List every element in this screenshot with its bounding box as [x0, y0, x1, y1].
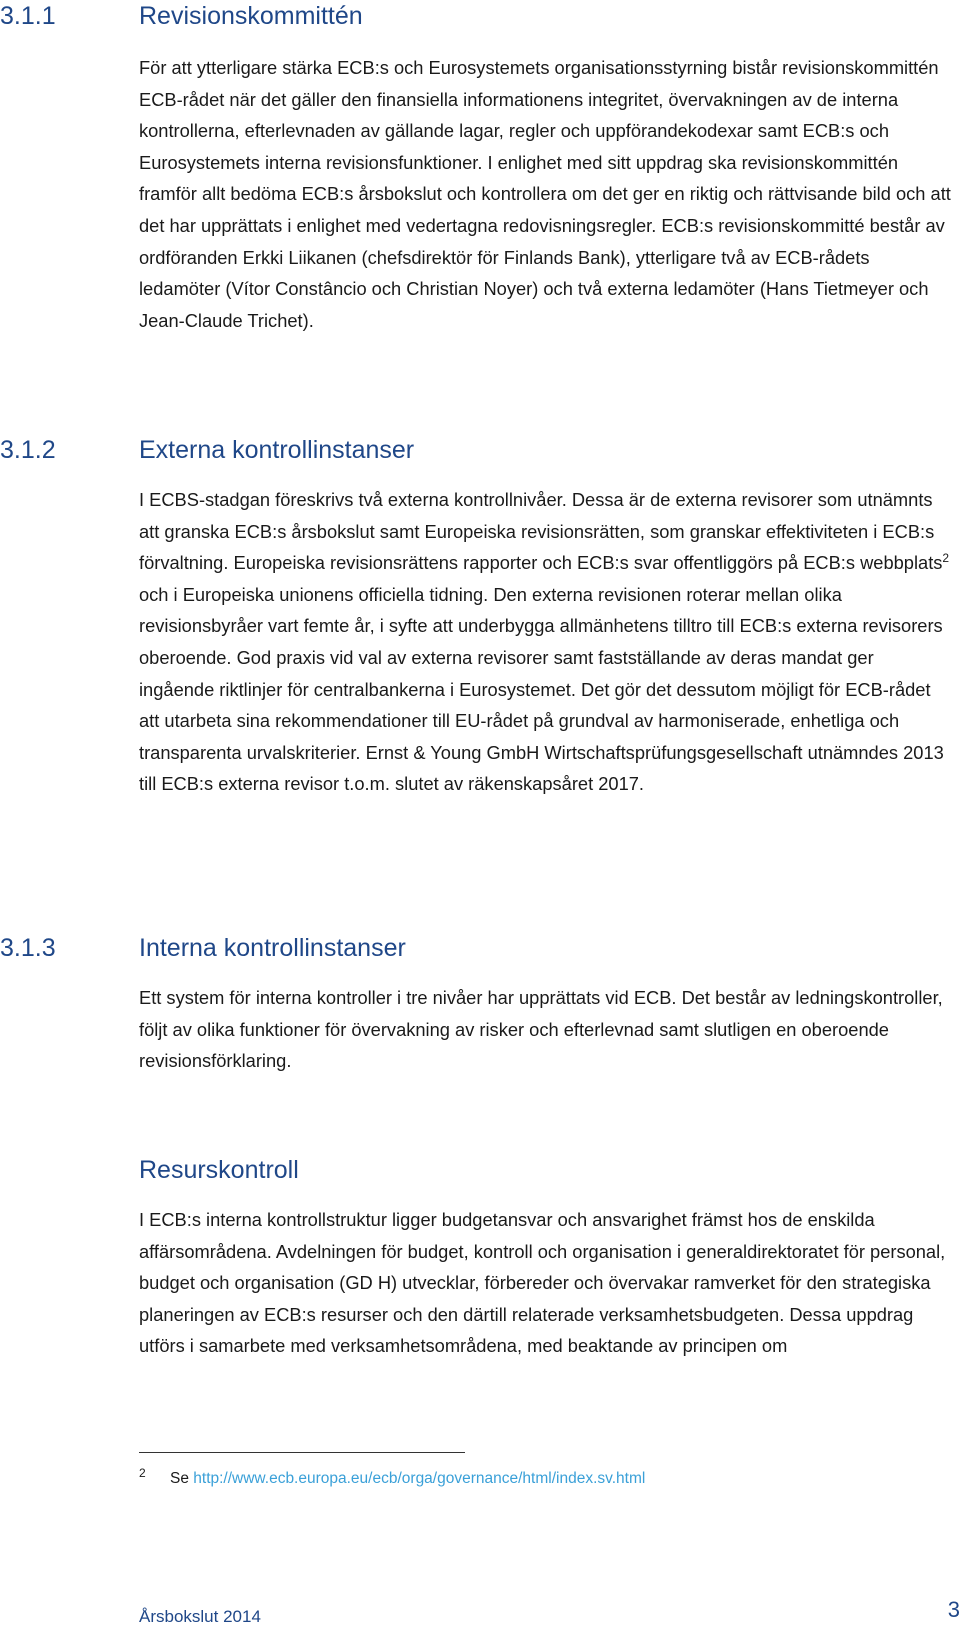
- section-externa-kontrollinstanser: [0, 434, 960, 795]
- section-number: 3.1.3: [0, 934, 56, 962]
- section-paragraph: [139, 484, 951, 800]
- section-interna-kontrollinstanser: [0, 932, 960, 1072]
- footnote-link[interactable]: http://www.ecb.europa.eu/ecb/orga/governance/html/index.sv.html: [193, 1470, 646, 1487]
- section-title: Externa kontrollinstanser: [139, 436, 415, 464]
- section-paragraph: Ett system för interna kontroller i tre nivåer har upprättats vid ECB. Det består av ledningskontroller, följt av olika funktioner för övervakning av risker och efterlevnad samt slutligen en oberoende revisionsförklaring.: [139, 987, 943, 1072]
- page-number: 3: [947, 1597, 960, 1622]
- section-title: Revisionskommittén: [139, 2, 363, 30]
- footnote-divider: [139, 1452, 465, 1453]
- section-revisionskommitten: [0, 0, 960, 331]
- subsection-paragraph: I ECB:s interna kontrollstruktur ligger budgetansvar och ansvarighet främst hos de enskilda affärsområdena. Avdelningen för budget, kontroll och organisation i generaldirektoratet för personal, budget och organisation (GD H) utvecklar, förbereder och övervakar ramverket för den strategiska planeringen av ECB:s resurser och den därtill relaterade verksamhetsbudgeten. Dessa uppdrag utförs i samarbete med verksamhetsområdena, med beaktande av principen om: [139, 1209, 946, 1357]
- paragraph-text-end: och i Europeiska unionens officiella tidning. Den externa revisionen roterar mellan olika revisionsbyråer vart femte år, i syfte att underbygga allmänhetens tilltro till ECB:s externa revisorers oberoende. God praxis vid val av externa revisorer samt fastställande av deras mandat ger ingående riktlinjer för centralbankerna i Eurosystemet. Det gör det dessutom möjligt för ECB-rådet att utarbeta sina rekommendationer till EU-rådet på grundval av harmoniserade, enhetliga och transparenta urvalskriterier. Ernst & Young GmbH Wirtschaftsprüfungsgesellschaft utnämndes 2013 till ECB:s externa revisor t.o.m. slutet av räkenskapsåret 2017.: [139, 583, 944, 795]
- subsection-title: Resurskontroll: [139, 1156, 299, 1184]
- section-paragraph: För att ytterligare stärka ECB:s och Eurosystemets organisationsstyrning bistår revisionskommittén ECB-rådet när det gäller den finansiella informationens integritet, övervakningen av de interna kontrollerna, efterlevnaden av gällande lagar, regler och uppförandekodexar samt ECB:s och Eurosystemets interna revisionsfunktioner. I enlighet med sitt uppdrag ska revisionskommittén framför allt bedöma ECB:s årsbokslut och kontrollera om det ger en riktig och rättvisande bild och att det har upprättats i enlighet med vedertagna redovisningsregler. ECB:s revisionskommitté består av ordföranden Erkki Liikanen (chefsdirektör för Finlands Bank), ytterligare två av ECB-rådets ledamöter (Vítor Constâncio och Christian Noyer) och två externa ledamöter (Hans Tietmeyer och Jean-Claude Trichet).: [139, 57, 951, 331]
- paragraph-text-start: I ECBS-stadgan föreskrivs två externa kontrollnivåer. Dessa är de externa revisorer som utnämnts att granska ECB:s årsbokslut samt Europeiska revisionsrätten, som granskar effektiviteten i ECB:s förvaltning. Europeiska revisionsrättens rapporter och ECB:s svar offentliggörs på ECB:s webbplats: [139, 489, 943, 574]
- footnote-prefix: Se: [170, 1470, 194, 1487]
- footnote-mark: 2: [139, 1466, 146, 1480]
- section-heading: [0, 434, 960, 470]
- footer-label: Årsbokslut 2014: [139, 1607, 261, 1626]
- section-number: 3.1.1: [0, 2, 56, 30]
- section-title: Interna kontrollinstanser: [139, 934, 406, 962]
- section-number: 3.1.2: [0, 436, 56, 464]
- section-heading: [0, 932, 960, 968]
- footnote: [139, 1464, 951, 1494]
- footnote-reference[interactable]: 2: [942, 551, 950, 566]
- section-heading: [0, 0, 960, 36]
- footnote-text: [170, 1464, 645, 1494]
